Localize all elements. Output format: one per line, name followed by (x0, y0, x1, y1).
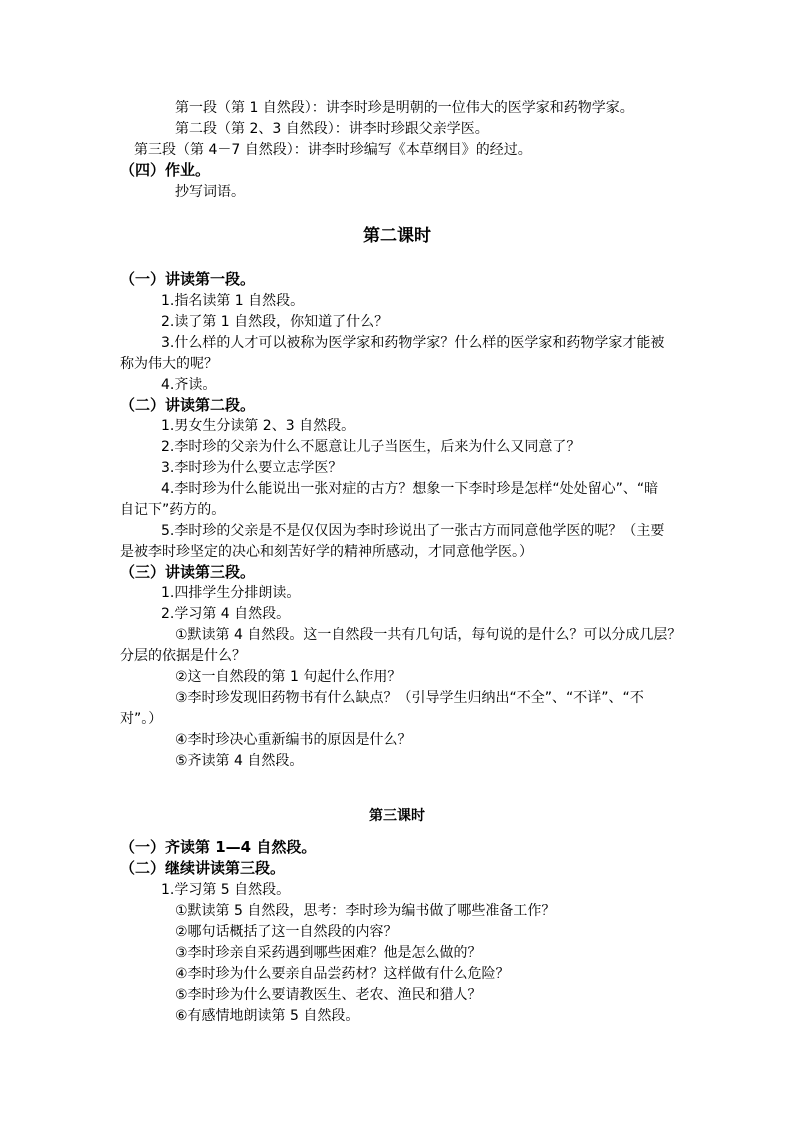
list-item: ②哪句话概括了这一自然段的内容？ (175, 924, 398, 940)
list-item: 2.李时珍的父亲为什么不愿意让儿子当医生，后来为什么又同意了？ (161, 439, 581, 455)
outline-para-1: 第一段（第 1 自然段）：讲李时珍是明朝的一位伟大的医学家和药物学家。 (175, 100, 634, 116)
list-item: ②这一自然段的第 1 句起什么作用？ (175, 669, 402, 685)
list-item-continuation: 自记下”药方的。 (120, 502, 226, 518)
list-item: 1.学习第 5 自然段。 (161, 882, 291, 898)
homework-text: 抄写词语。 (175, 184, 245, 200)
lesson2-section3-heading: （三）讲读第三段。 (120, 563, 256, 581)
list-item-continuation: 分层的依据是什么？ (120, 648, 246, 664)
lesson2-title: 第二课时 (363, 226, 431, 246)
outline-para-3: 第三段（第 4－7 自然段）：讲李时珍编写《本草纲目》的经过。 (134, 142, 532, 158)
list-item-continuation: 称为伟大的呢？ (120, 356, 218, 372)
outline-para-2: 第二段（第 2、3 自然段）：讲李时珍跟父亲学医。 (175, 121, 489, 137)
list-item: ⑤李时珍为什么要请教医生、老农、渔民和猎人？ (175, 987, 482, 1003)
list-item: ①默读第 5 自然段，思考：李时珍为编书做了哪些准备工作？ (175, 903, 556, 919)
list-item: 1.四排学生分排朗读。 (161, 585, 301, 601)
list-item-continuation: 是被李时珍坚定的决心和刻苦好学的精神所感动，才同意他学医。） (120, 544, 533, 560)
list-item: ③李时珍发现旧药物书有什么缺点？（引导学生归纳出“不全”、“不详”、“不 (175, 690, 644, 706)
list-item: ⑤齐读第 4 自然段。 (175, 753, 304, 769)
list-item: ①默读第 4 自然段。这一自然段一共有几句话，每句说的是什么？可以分成几层？ (175, 627, 682, 643)
list-item: 5.李时珍的父亲是不是仅仅因为李时珍说出了一张古方而同意他学医的呢？（主要 (161, 523, 665, 539)
list-item: 1.男女生分读第 2、3 自然段。 (161, 418, 356, 434)
list-item: ④李时珍决心重新编书的原因是什么？ (175, 732, 412, 748)
list-item: 3.李时珍为什么要立志学医？ (161, 460, 343, 476)
list-item: 4.齐读。 (161, 377, 217, 393)
list-item-continuation: 对”。） (120, 711, 163, 727)
list-item: 4.李时珍为什么能说出一张对症的古方？想象一下李时珍是怎样“处处留心”、“暗 (161, 481, 659, 497)
lesson3-section2-heading: （二）继续讲读第三段。 (120, 859, 286, 877)
lesson3-section1-heading: （一）齐读第 1—4 自然段。 (120, 838, 317, 856)
list-item: 2.学习第 4 自然段。 (161, 606, 291, 622)
list-item: 1.指名读第 1 自然段。 (161, 293, 305, 309)
list-item: 2.读了第 1 自然段，你知道了什么？ (161, 314, 389, 330)
list-item: ④李时珍为什么要亲自品尝药材？这样做有什么危险？ (175, 966, 510, 982)
lesson3-title: 第三课时 (369, 808, 425, 824)
list-item: ③李时珍亲自采药遇到哪些困难？他是怎么做的？ (175, 945, 482, 961)
list-item: ⑥有感情地朗读第 5 自然段。 (175, 1008, 360, 1024)
lesson2-section2-heading: （二）讲读第二段。 (120, 396, 256, 414)
lesson2-section1-heading: （一）讲读第一段。 (120, 270, 256, 288)
list-item: 3.什么样的人才可以被称为医学家和药物学家？什么样的医学家和药物学家才能被 (161, 335, 665, 351)
homework-heading: （四）作业。 (120, 161, 211, 179)
